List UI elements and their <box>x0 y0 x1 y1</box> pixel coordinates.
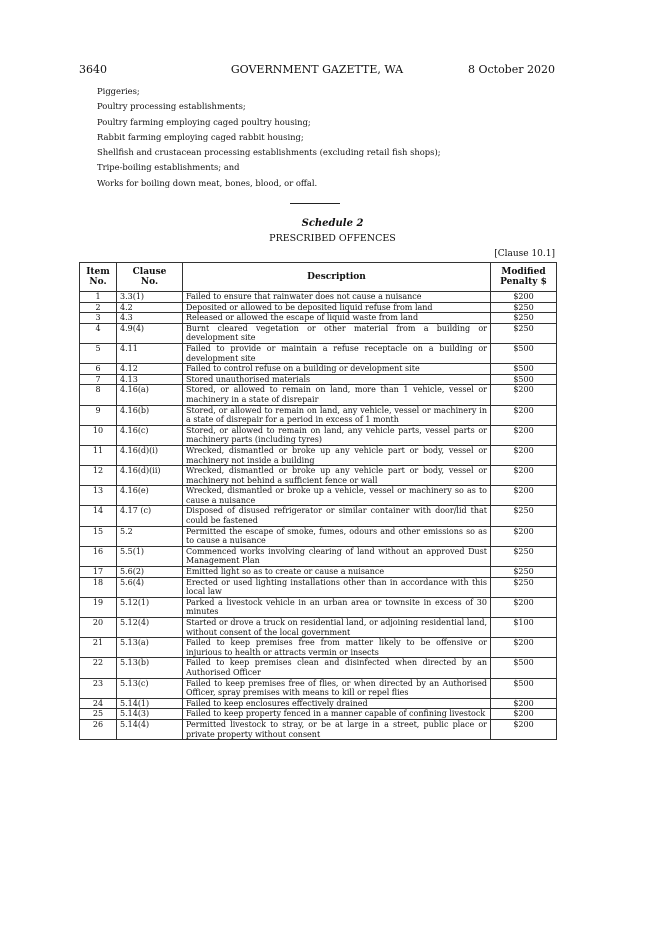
table-row <box>80 323 557 343</box>
penalty-cell: $200 <box>491 698 557 709</box>
penalty-cell: $200 <box>491 445 557 465</box>
table-row <box>80 506 557 526</box>
description-cell: Failed to keep premises clean and disinfected when directed by an Authorised Officer <box>183 658 491 678</box>
item-number-cell: 18 <box>80 577 117 597</box>
offences-table <box>79 262 557 740</box>
item-number-cell: 19 <box>80 597 117 617</box>
item-number-cell: 21 <box>80 638 117 658</box>
preamble-line: Poultry processing establishments; <box>97 101 246 112</box>
description-cell: Wrecked, dismantled or broke up any vehicle part or body, vessel or machinery not behind a sufficient fence or wall <box>183 466 491 486</box>
description-cell: Failed to ensure that rainwater does not cause a nuisance <box>183 292 491 303</box>
clause-reference: [Clause 10.1] <box>494 249 555 259</box>
page-number: 3640 <box>79 62 107 76</box>
clause-number-cell: 4.13 <box>117 374 183 385</box>
description-cell: Permitted livestock to stray, or be at large in a street, public place or private property without consent <box>183 719 491 739</box>
description-cell: Stored, or allowed to remain on land, any vehicle parts, vessel parts or machinery parts (including tyres) <box>183 425 491 445</box>
item-number-cell: 1 <box>80 292 117 303</box>
description-cell: Stored, or allowed to remain on land, more than 1 vehicle, vessel or machinery in a state of disrepair <box>183 385 491 405</box>
clause-number-cell: 5.2 <box>117 526 183 546</box>
table-row <box>80 546 557 566</box>
schedule-subtitle: PRESCRIBED OFFENCES <box>269 233 396 244</box>
clause-number-cell: 4.16(d)(i) <box>117 445 183 465</box>
description-cell: Erected or used lighting installations other than in accordance with this local law <box>183 577 491 597</box>
clause-number-cell: 5.13(c) <box>117 678 183 698</box>
clause-number-cell: 5.14(1) <box>117 698 183 709</box>
clause-number-cell: 5.14(3) <box>117 709 183 720</box>
penalty-cell: $200 <box>491 709 557 720</box>
table-row <box>80 638 557 658</box>
header-clause: Clause No. <box>117 263 183 292</box>
table-row <box>80 385 557 405</box>
section-divider <box>290 203 340 204</box>
description-cell: Failed to control refuse on a building or development site <box>183 364 491 375</box>
preamble-line: Works for boiling down meat, bones, blood, or offal. <box>97 177 318 188</box>
clause-number-cell: 4.16(e) <box>117 486 183 506</box>
clause-number-cell: 4.3 <box>117 313 183 324</box>
description-cell: Commenced works involving clearing of land without an approved Dust Management Plan <box>183 546 491 566</box>
item-number-cell: 8 <box>80 385 117 405</box>
preamble-line: Shellfish and crustacean processing establishments (excluding retail fish shops); <box>97 147 441 158</box>
table-row <box>80 374 557 385</box>
item-number-cell: 2 <box>80 302 117 313</box>
clause-number-cell: 5.12(1) <box>117 597 183 617</box>
penalty-cell: $250 <box>491 567 557 578</box>
item-number-cell: 13 <box>80 486 117 506</box>
clause-number-cell: 4.9(4) <box>117 323 183 343</box>
table-body <box>80 292 557 740</box>
schedule-title: Schedule 2 <box>301 218 364 229</box>
table-row <box>80 364 557 375</box>
preamble-list <box>97 84 441 191</box>
penalty-cell: $250 <box>491 313 557 324</box>
preamble-line: Poultry farming employing caged poultry housing; <box>97 116 311 127</box>
clause-number-cell: 4.2 <box>117 302 183 313</box>
table-row <box>80 425 557 445</box>
description-cell: Failed to provide or maintain a refuse receptacle on a building or development site <box>183 343 491 363</box>
item-number-cell: 3 <box>80 313 117 324</box>
table-row <box>80 343 557 363</box>
table-row <box>80 618 557 638</box>
description-cell: Disposed of disused refrigerator or similar container with door/lid that could be fastened <box>183 506 491 526</box>
clause-number-cell: 5.12(4) <box>117 618 183 638</box>
penalty-cell: $250 <box>491 546 557 566</box>
description-cell: Permitted the escape of smoke, fumes, odours and other emissions so as to cause a nuisance <box>183 526 491 546</box>
description-cell: Parked a livestock vehicle in an urban area or townsite in excess of 30 minutes <box>183 597 491 617</box>
publication-date: 8 October 2020 <box>467 62 555 76</box>
table-row <box>80 313 557 324</box>
penalty-cell: $500 <box>491 343 557 363</box>
table-header-row <box>80 263 557 292</box>
description-cell: Stored, or allowed to remain on land, any vehicle, vessel or machinery in a state of disrepair for a period in excess of 1 month <box>183 405 491 425</box>
table-row <box>80 567 557 578</box>
penalty-cell: $250 <box>491 506 557 526</box>
description-cell: Failed to keep premises free from matter likely to be offensive or injurious to health or attracts vermin or insects <box>183 638 491 658</box>
penalty-cell: $250 <box>491 577 557 597</box>
header-penalty: Modified Penalty $ <box>491 263 557 292</box>
description-cell: Wrecked, dismantled or broke up any vehicle part or body, vessel or machinery not inside a building <box>183 445 491 465</box>
penalty-cell: $100 <box>491 618 557 638</box>
item-number-cell: 9 <box>80 405 117 425</box>
penalty-cell: $200 <box>491 405 557 425</box>
page-header <box>79 62 555 76</box>
description-cell: Released or allowed the escape of liquid waste from land <box>183 313 491 324</box>
penalty-cell: $250 <box>491 323 557 343</box>
table-row <box>80 658 557 678</box>
item-number-cell: 7 <box>80 374 117 385</box>
publication-title: GOVERNMENT GAZETTE, WA <box>230 62 404 76</box>
clause-number-cell: 5.6(4) <box>117 577 183 597</box>
table-row <box>80 698 557 709</box>
description-cell: Wrecked, dismantled or broke up a vehicle, vessel or machinery so as to cause a nuisance <box>183 486 491 506</box>
table-row <box>80 466 557 486</box>
penalty-cell: $200 <box>491 638 557 658</box>
clause-number-cell: 3.3(1) <box>117 292 183 303</box>
description-cell: Emitted light so as to create or cause a nuisance <box>183 567 491 578</box>
table-row <box>80 486 557 506</box>
penalty-cell: $500 <box>491 658 557 678</box>
clause-number-cell: 5.14(4) <box>117 719 183 739</box>
item-number-cell: 4 <box>80 323 117 343</box>
table-row <box>80 719 557 739</box>
penalty-cell: $200 <box>491 526 557 546</box>
penalty-cell: $500 <box>491 678 557 698</box>
table-row <box>80 302 557 313</box>
penalty-cell: $200 <box>491 486 557 506</box>
penalty-cell: $500 <box>491 364 557 375</box>
item-number-cell: 16 <box>80 546 117 566</box>
header-item: Item No. <box>80 263 117 292</box>
clause-number-cell: 5.6(2) <box>117 567 183 578</box>
item-number-cell: 11 <box>80 445 117 465</box>
clause-number-cell: 4.16(a) <box>117 385 183 405</box>
clause-number-cell: 4.17 (c) <box>117 506 183 526</box>
item-number-cell: 15 <box>80 526 117 546</box>
table-row <box>80 597 557 617</box>
item-number-cell: 6 <box>80 364 117 375</box>
clause-number-cell: 4.16(d)(ii) <box>117 466 183 486</box>
table-row <box>80 678 557 698</box>
description-cell: Failed to keep enclosures effectively drained <box>183 698 491 709</box>
item-number-cell: 24 <box>80 698 117 709</box>
clause-number-cell: 5.5(1) <box>117 546 183 566</box>
clause-number-cell: 5.13(a) <box>117 638 183 658</box>
penalty-cell: $500 <box>491 374 557 385</box>
description-cell: Burnt cleared vegetation or other material from a building or development site <box>183 323 491 343</box>
item-number-cell: 22 <box>80 658 117 678</box>
item-number-cell: 25 <box>80 709 117 720</box>
item-number-cell: 12 <box>80 466 117 486</box>
description-cell: Started or drove a truck on residential land, or adjoining residential land, without consent of the local government <box>183 618 491 638</box>
table-row <box>80 405 557 425</box>
item-number-cell: 26 <box>80 719 117 739</box>
description-cell: Deposited or allowed to be deposited liquid refuse from land <box>183 302 491 313</box>
item-number-cell: 23 <box>80 678 117 698</box>
item-number-cell: 10 <box>80 425 117 445</box>
header-description: Description <box>183 263 491 292</box>
item-number-cell: 5 <box>80 343 117 363</box>
penalty-cell: $200 <box>491 385 557 405</box>
table-row <box>80 292 557 303</box>
clause-number-cell: 4.16(c) <box>117 425 183 445</box>
table-row <box>80 577 557 597</box>
table-row <box>80 526 557 546</box>
penalty-cell: $200 <box>491 597 557 617</box>
penalty-cell: $200 <box>491 425 557 445</box>
clause-number-cell: 4.12 <box>117 364 183 375</box>
item-number-cell: 14 <box>80 506 117 526</box>
clause-number-cell: 4.11 <box>117 343 183 363</box>
table-row <box>80 709 557 720</box>
description-cell: Failed to keep premises free of flies, or when directed by an Authorised Officer, spray premises with means to kill or repel flies <box>183 678 491 698</box>
preamble-line: Rabbit farming employing caged rabbit housing; <box>97 131 304 142</box>
clause-number-cell: 4.16(b) <box>117 405 183 425</box>
description-cell: Stored unauthorised materials <box>183 374 491 385</box>
penalty-cell: $200 <box>491 719 557 739</box>
clause-number-cell: 5.13(b) <box>117 658 183 678</box>
preamble-line: Piggeries; <box>97 86 140 96</box>
item-number-cell: 17 <box>80 567 117 578</box>
penalty-cell: $250 <box>491 302 557 313</box>
penalty-cell: $200 <box>491 466 557 486</box>
description-cell: Failed to keep property fenced in a manner capable of confining livestock <box>183 709 491 720</box>
preamble-line: Tripe-boiling establishments; and <box>97 162 240 173</box>
penalty-cell: $200 <box>491 292 557 303</box>
table-row <box>80 445 557 465</box>
item-number-cell: 20 <box>80 618 117 638</box>
